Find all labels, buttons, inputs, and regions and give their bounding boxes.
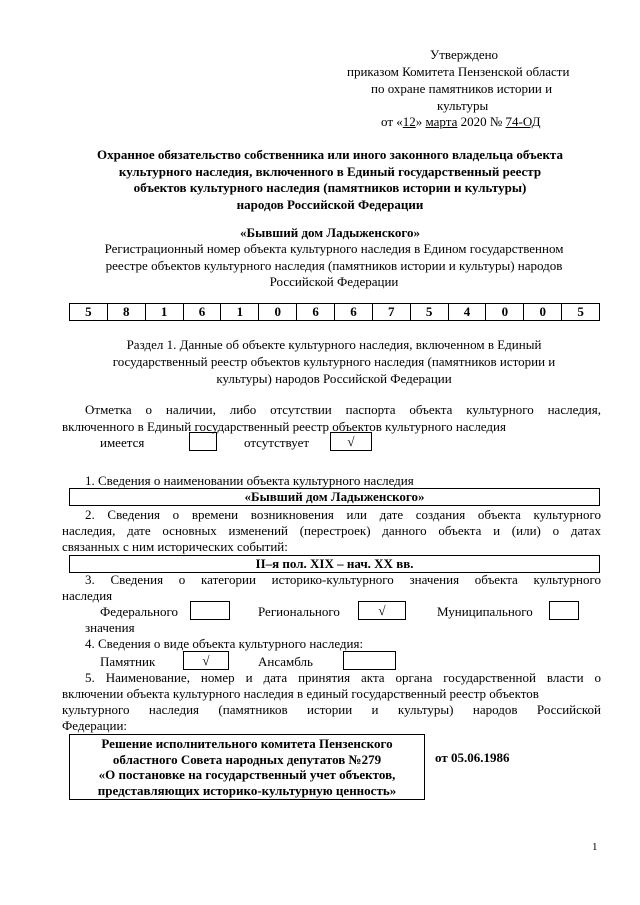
title-line: объектов культурного наследия (памятников истории и культуры): [133, 180, 527, 195]
date-prefix: от «: [381, 114, 403, 129]
item2-text: наследия, дате основных изменений (перестроек) данного объекта и (или) о датах: [62, 523, 601, 538]
section-line: Раздел 1. Данные об объекте культурного наследия, включенном в Единый: [126, 337, 542, 352]
item5-text: культурного наследия (памятников истории и культуры) народов Российской: [62, 702, 601, 717]
date-mid: »: [415, 114, 426, 129]
date-day: 12: [402, 114, 416, 129]
passport-text: включенного в Единый государственный реестр объектов культурного наследия: [62, 419, 506, 434]
act-line: «О постановке на государственный учет объектов,: [98, 767, 396, 782]
ensemble-label: Ансамбль: [258, 654, 313, 669]
document-title: [60, 147, 600, 213]
regional-label: Регионального: [258, 604, 340, 619]
act-box: [69, 734, 425, 800]
passport-exists-label: имеется: [100, 435, 145, 450]
item5-text: включении объекта культурного наследия в единый государственный реестр объектов: [62, 686, 539, 701]
item3-tail: значения: [85, 620, 135, 635]
item2-text: связанных с ним исторических событий:: [62, 539, 288, 554]
federal-checkbox[interactable]: [190, 601, 230, 620]
object-name: «Бывший дом Ладыженского»: [239, 225, 420, 240]
title-line: народов Российской Федерации: [236, 196, 424, 212]
order-number: 74-ОД: [505, 114, 541, 129]
title-line: культурного наследия, включенного в Единый государственный реестр: [118, 163, 542, 179]
reg-digit: 1: [221, 304, 259, 320]
item4-label: 4. Сведения о виде объекта культурного наследия:: [85, 636, 364, 651]
date-year: 2020 №: [457, 114, 506, 129]
page-number: 1: [592, 841, 598, 853]
approval-line: приказом Комитета Пензенской области: [347, 64, 570, 79]
passport-absent-label: отсутствует: [244, 435, 310, 450]
registration-line: реестре объектов культурного наследия (памятников истории и культуры) народов: [105, 257, 563, 273]
item5-text: Федерации:: [62, 718, 128, 733]
item2-text: 2. Сведения о времени возникновения или дате создания объекта культурного: [85, 507, 601, 522]
municipal-checkbox[interactable]: [549, 601, 579, 620]
federal-label: Федерального: [100, 604, 179, 619]
item1-label: 1. Сведения о наименовании объекта культурного наследия: [85, 473, 414, 488]
approval-heading: Утверждено: [430, 47, 499, 62]
registration-line: Российской Федерации: [269, 274, 399, 289]
item2-value: II–я пол. XIX – нач. XX вв.: [69, 555, 600, 573]
reg-digit: 6: [184, 304, 222, 320]
item5-text: 5. Наименование, номер и дата принятия акта органа государственной власти о: [85, 670, 601, 685]
municipal-label: Муниципального: [437, 604, 533, 619]
act-line: областного Совета народных депутатов №279: [112, 751, 382, 767]
registration-number-grid: [69, 303, 600, 321]
approval-line: культуры: [437, 98, 489, 113]
registration-line: Регистрационный номер объекта культурного наследия в Едином государственном: [104, 241, 564, 256]
item3-text: 3. Сведения о категории историко-культурного значения объекта культурного: [85, 572, 601, 587]
section1-heading: [60, 336, 608, 387]
date-month: марта: [425, 114, 458, 129]
item3-text: наследия: [62, 588, 113, 603]
act-date: от 05.06.1986: [435, 750, 510, 765]
reg-digit: 8: [108, 304, 146, 320]
regional-checkbox[interactable]: √: [358, 601, 406, 620]
reg-digit: 0: [259, 304, 297, 320]
act-line: представляющих историко-культурную ценность»: [97, 782, 397, 798]
registration-text: [60, 241, 608, 291]
reg-digit: 1: [146, 304, 184, 320]
reg-digit: 4: [449, 304, 487, 320]
item1-value: «Бывший дом Ладыженского»: [69, 488, 600, 506]
title-line: Охранное обязательство собственника или иного законного владельца объекта: [97, 147, 563, 162]
ensemble-checkbox[interactable]: [343, 651, 396, 670]
section-line: государственный реестр объектов культурного наследия (памятников истории и: [112, 354, 556, 369]
act-line: Решение исполнительного комитета Пензенского: [101, 736, 393, 751]
passport-text: Отметка о наличии, либо отсутствии паспорта объекта культурного наследия,: [85, 402, 601, 417]
monument-label: Памятник: [100, 654, 156, 669]
reg-digit: 6: [335, 304, 373, 320]
passport-exists-checkbox[interactable]: [189, 432, 217, 451]
section-line: культуры) народов Российской Федерации: [216, 371, 452, 386]
approval-line: по охране памятников истории и: [371, 81, 553, 96]
passport-absent-checkbox[interactable]: √: [330, 432, 372, 451]
approval-date: [381, 114, 540, 130]
reg-digit: 0: [524, 304, 562, 320]
reg-digit: 0: [486, 304, 524, 320]
reg-digit: 7: [373, 304, 411, 320]
monument-checkbox[interactable]: √: [183, 651, 229, 670]
reg-digit: 6: [297, 304, 335, 320]
reg-digit: 5: [577, 304, 584, 319]
reg-digit: 5: [411, 304, 449, 320]
reg-digit: 5: [70, 304, 108, 320]
